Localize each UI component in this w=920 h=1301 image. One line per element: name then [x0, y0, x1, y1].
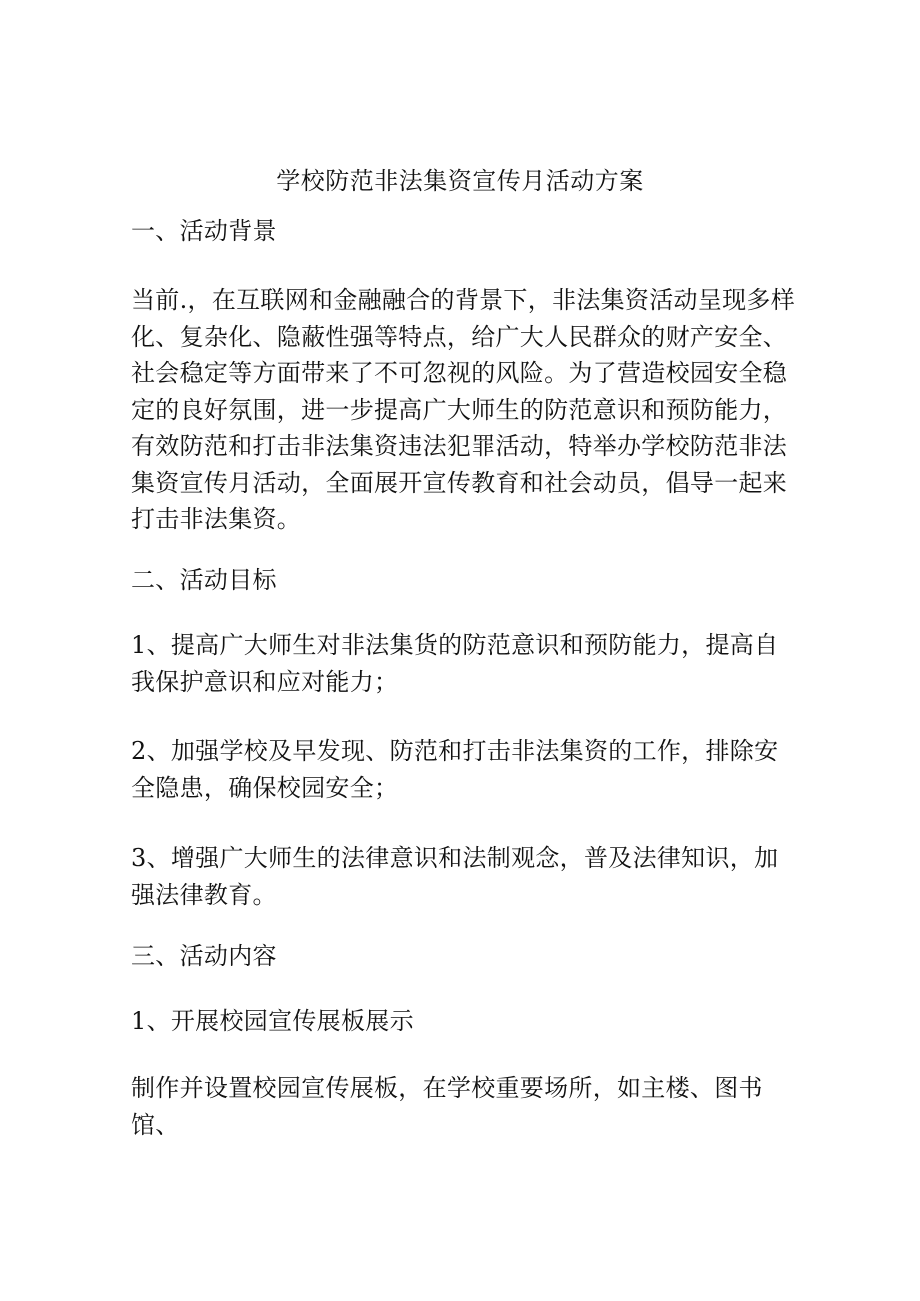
section-heading-goals: 二、活动目标 [131, 566, 277, 594]
background-paragraph: 当前.，在互联网和金融融合的背景下，非法集资活动呈现多样化、复杂化、隐蔽性强等特点，给广大人民群众的财产安全、社会稳定等方面带来了不可忽视的风险。为了营造校园安全稳定的良好氛围，进一步提高广大师生的防范意识和预防能力，有效防范和打击非法集资违法犯罪活动，特举办学校防范非法集资宣传月活动，全面展开宣传教育和社会动员，倡导一起来打击非法集资。 [131, 286, 796, 533]
section-heading-content: 三、活动内容 [131, 942, 277, 970]
goal-item-2: 2、加强学校及早发现、防范和打击非法集资的工作，排除安全隐患，确保校园安全； [131, 737, 779, 802]
section-heading-background: 一、活动背景 [131, 217, 277, 245]
goal-item-3: 3、增强广大师生的法律意识和法制观念，普及法律知识，加强法律教育。 [131, 844, 779, 909]
goal-item-1: 1、提高广大师生对非法集货的防范意识和预防能力，提高自我保护意识和应对能力； [131, 631, 779, 696]
exhibition-paragraph: 制作并设置校园宣传展板，在学校重要场所，如主楼、图书馆、 [131, 1074, 763, 1139]
document-title: 学校防范非法集资宣传月活动方案 [276, 167, 644, 195]
subsection-heading-exhibition: 1、开展校园宣传展板展示 [131, 1007, 414, 1035]
